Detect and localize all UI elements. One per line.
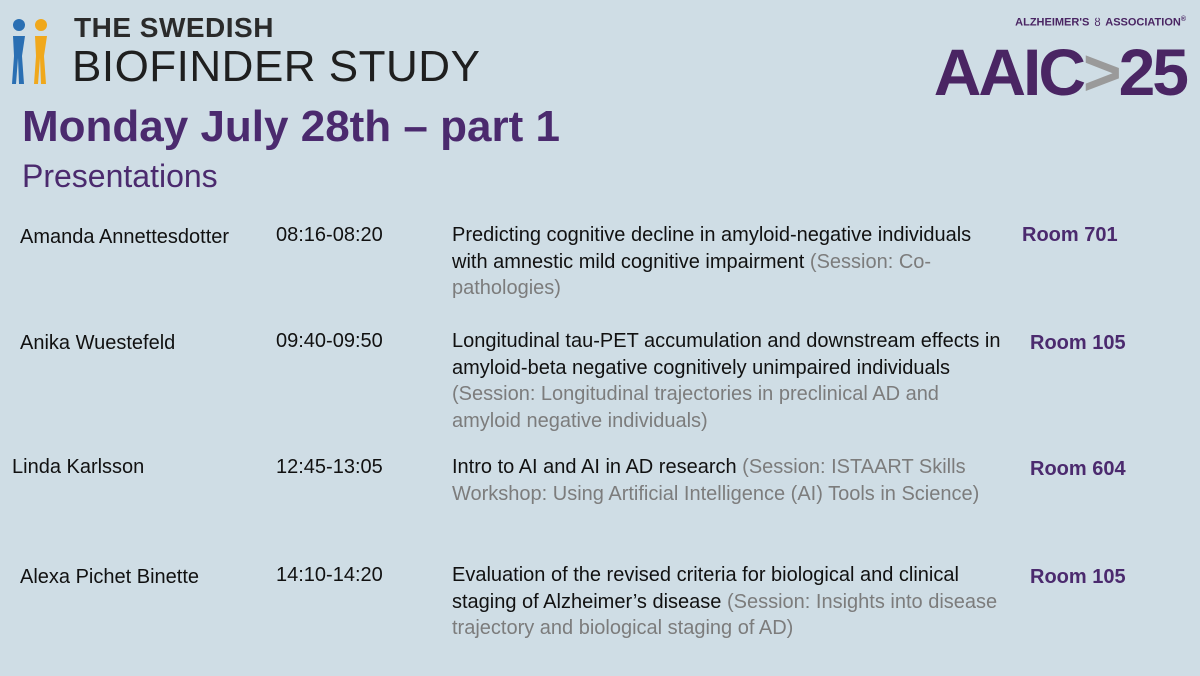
biofinder-figures-icon (10, 16, 54, 84)
session-name: (Session: ISTAART Skills Workshop: Using Artificial Intelligence (AI) Tools in Science) (452, 456, 980, 505)
session-name: (Session: Insights into disease trajectory and biological staging of AD) (452, 590, 998, 639)
presentation-time: 08:16-08:20 (276, 224, 383, 246)
presenter-name: Amanda Annettesdotter (20, 226, 230, 248)
presenter-name: Alexa Pichet Binette (20, 566, 199, 588)
presentation-time: 12:45-13:05 (276, 456, 383, 478)
brain-icon: ȣ (1094, 16, 1101, 29)
presentation-title: Longitudinal tau-PET accumulation and downstream effects in amyloid-beta negative cognitively unimpaired individuals (452, 330, 1001, 379)
registered-mark: ® (1180, 16, 1186, 23)
room-label: Room 105 (1030, 332, 1126, 354)
room-label: Room 105 (1030, 566, 1126, 588)
aaic-brand: AAIC (933, 35, 1084, 109)
presentation-description (452, 454, 1002, 507)
logo-line-1: THE SWEDISH (74, 12, 274, 43)
room-label: Room 701 (1022, 224, 1118, 246)
presentation-time: 14:10-14:20 (276, 564, 383, 586)
logo-line-2: BIOFINDER STUDY (72, 42, 481, 91)
session-name: (Session: Longitudinal trajectories in preclinical AD and amyloid negative individuals) (452, 383, 939, 432)
page-title: Monday July 28th – part 1 (22, 102, 560, 151)
presenter-name: Anika Wuestefeld (20, 332, 176, 354)
presentation-description (452, 328, 1002, 434)
chevron-right-icon: > (1083, 35, 1119, 109)
presentation-title: Intro to AI and AI in AD research (452, 456, 737, 478)
alzheimers-association-label (1015, 16, 1186, 29)
room-label: Room 604 (1030, 458, 1126, 480)
presentation-description (452, 222, 1002, 302)
aaic-logo (933, 12, 1190, 109)
presentation-time: 09:40-09:50 (276, 330, 383, 352)
aaic-wordmark (934, 34, 1186, 110)
presentation-description (452, 562, 1002, 642)
association-word-1: ALZHEIMER'S (1015, 16, 1090, 29)
aaic-year: 25 (1118, 35, 1186, 109)
presenter-name: Linda Karlsson (12, 456, 145, 478)
biofinder-logo (10, 12, 481, 91)
page-subtitle: Presentations (22, 158, 218, 194)
presentation-title: Predicting cognitive decline in amyloid-negative individuals with amnestic mild cognitive impairment (452, 224, 972, 273)
session-name: (Session: Co-pathologies) (452, 250, 932, 299)
presentation-title: Evaluation of the revised criteria for biological and clinical staging of Alzheimer’s disease (452, 564, 959, 613)
association-word-2: ASSOCIATION (1105, 16, 1181, 29)
